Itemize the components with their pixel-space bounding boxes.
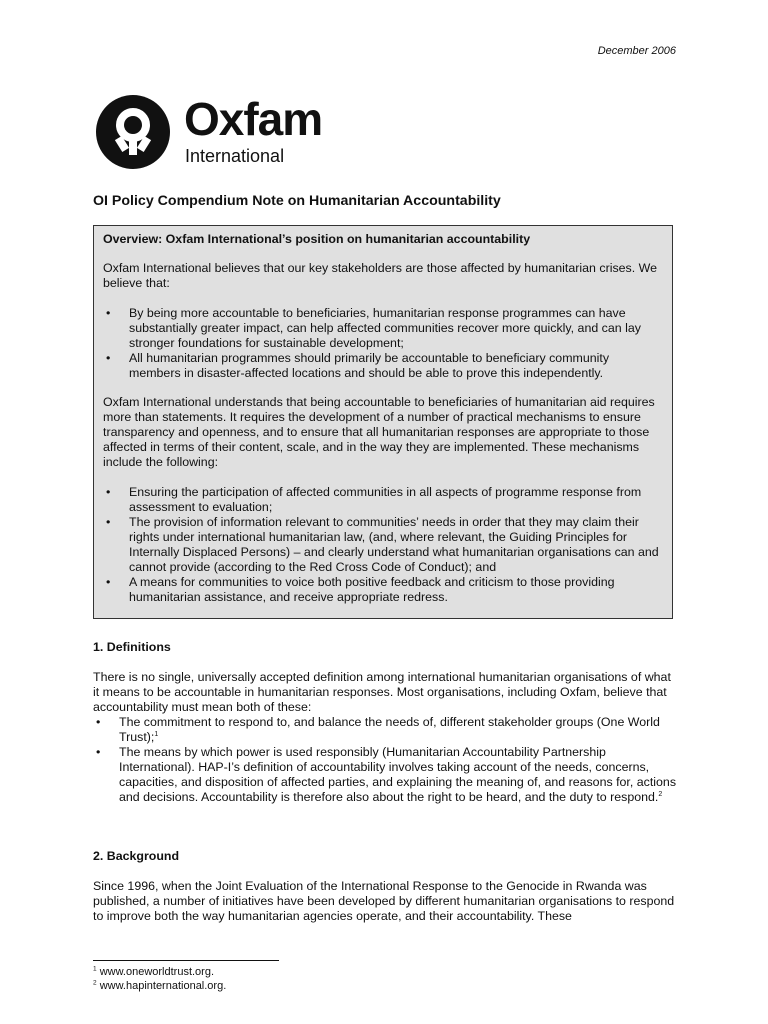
footnote-divider <box>93 960 279 961</box>
document-date: December 2006 <box>597 45 676 57</box>
definitions-intro: There is no single, universally accepted definition among international humanitarian organisations of what it means to be accountable in humanitarian responses. Most organisations, including Oxfam, believe that accountability must mean both of these: <box>93 670 671 714</box>
overview-heading: Overview: Oxfam International’s position on humanitarian accountability <box>103 232 531 246</box>
list-item: • The provision of information relevant to communities’ needs in order that they may claim their rights under international humanitarian law, (and, where relevant, the Guiding Principles for Internally Displaced Persons) – and clearly understand what humanitarian organisations can and cannot provide (according to the Red Cross Code of Conduct); and <box>106 515 659 574</box>
footnote-link[interactable]: www.oneworldtrust.org. <box>99 966 215 978</box>
bullet-icon: • <box>106 515 111 529</box>
list-item: • The commitment to respond to, and balance the needs of, different stakeholder groups (One World Trust);$^1$ <box>96 715 660 744</box>
beliefs-list <box>103 306 662 381</box>
oxfam-logo <box>96 94 356 174</box>
bullet-icon: • <box>106 351 111 365</box>
footnote-ref[interactable]: 2 <box>658 790 663 798</box>
document-title: OI Policy Compendium Note on Humanitarian Accountability <box>93 193 501 209</box>
definitions-list <box>93 715 677 805</box>
logo-subtitle: International <box>185 146 285 166</box>
footnote: $^1$ www.oneworldtrust.org. <box>93 965 215 978</box>
list-item: • The means by which power is used responsibly (Humanitarian Accountability Partnership International). HAP-I’s definition of accountability involves taking account of the needs, concerns, capacities, and disposition of affected parties, and explaining the meaning of, and reasons for, actions and decisions. Accountability is therefore also about the right to be heard, and the duty to respond.$^2$ <box>96 745 677 804</box>
list-item: • All humanitarian programmes should primarily be accountable to beneficiary community members in disaster-affected locations and should be able to prove this independently. <box>106 351 610 380</box>
overview-understanding: Oxfam International understands that being accountable to beneficiaries of humanitarian aid requires more than statements. It requires the development of a number of practical mechanisms to ensure transparency and openness, and to ensure that all humanitarian responses are appropriate to those affected in terms of their content, scale, and in the way they are implemented. These mechanisms include the following: <box>103 395 655 469</box>
section-heading: 2. Background <box>93 849 180 863</box>
overview-intro: Oxfam International believes that our key stakeholders are those affected by humanitarian crises. We believe that: <box>103 261 657 290</box>
logo-wordmark: Oxfam <box>184 93 323 145</box>
list-item: • A means for communities to voice both positive feedback and criticism to those providing humanitarian assistance, and receive appropriate redress. <box>106 575 615 604</box>
mechanisms-list <box>103 485 662 605</box>
section-heading: 1. Definitions <box>93 640 171 654</box>
list-item: • Ensuring the participation of affected communities in all aspects of programme response from assessment to evaluation; <box>106 485 642 514</box>
bullet-icon: • <box>106 485 111 499</box>
footnote-ref[interactable]: 1 <box>154 730 159 738</box>
footnote: $^2$ www.hapinternational.org. <box>93 979 227 992</box>
bullet-icon: • <box>106 575 111 589</box>
list-item: • By being more accountable to beneficiaries, humanitarian response programmes can have substantially greater impact, can help affected communities recover more quickly, and can lay stronger foundations for sustainable development; <box>106 306 641 350</box>
bullet-icon: • <box>106 306 111 320</box>
background-text: Since 1996, when the Joint Evaluation of the International Response to the Genocide in Rwanda was published, a number of initiatives have been developed by different humanitarian organisations to respond to improve both the way humanitarian agencies operate, and their accountability. These <box>93 879 675 923</box>
bullet-icon: • <box>96 745 101 759</box>
background-section <box>93 849 677 924</box>
definitions-section <box>93 640 677 805</box>
overview-box <box>93 225 673 619</box>
bullet-icon: • <box>96 715 101 729</box>
oxfam-figure-icon <box>96 94 170 170</box>
footnote-link[interactable]: www.hapinternational.org. <box>99 980 227 992</box>
